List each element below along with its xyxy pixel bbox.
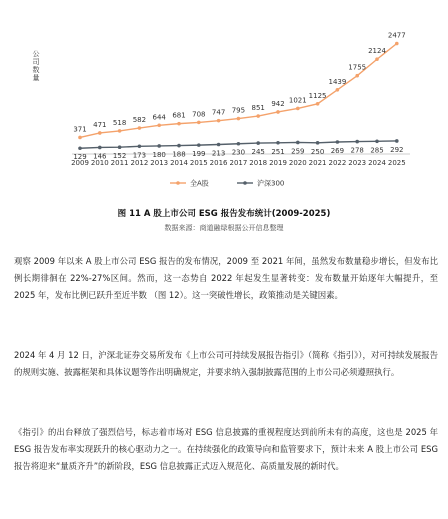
data-label-s1-2017: 795 — [231, 106, 246, 115]
data-label-s2-2023: 278 — [350, 146, 364, 155]
data-label-s2-2019: 251 — [271, 147, 285, 156]
x-tick-2009: 2009 — [71, 159, 89, 167]
data-label-s2-2020: 259 — [291, 147, 305, 156]
data-point-s2-2010 — [98, 146, 102, 150]
data-label-s2-2012: 173 — [132, 151, 147, 160]
data-point-s2-2011 — [118, 145, 122, 149]
series-line-1 — [80, 43, 397, 137]
data-point-s1-2013 — [157, 123, 161, 127]
data-label-s2-2024: 285 — [370, 146, 384, 155]
x-tick-2022: 2022 — [328, 159, 347, 167]
data-label-s2-2018: 245 — [251, 148, 265, 157]
data-point-s1-2023 — [355, 74, 359, 78]
paragraph-1: 观察 2009 年以来 A 股上市公司 ESG 报告的发布情况，2009 至 2021 年间，虽然发布数量稳步增长，但发布比例长期徘徊在 22%-27%区间。然而，这一态势自 2022 年起发生显著转变：发布数量开始逐年大幅提升，至 2025 年，发布比例已跃升至近半数 （图 12）。这一突破性增长，政策推动是关键因素。 — [14, 256, 438, 300]
data-label-s1-2025: 2477 — [387, 31, 406, 40]
x-tick-2019: 2019 — [269, 159, 287, 167]
data-label-s1-2015: 708 — [192, 110, 206, 119]
legend-marker-2 — [243, 181, 247, 185]
data-label-s1-2014: 681 — [172, 111, 186, 120]
data-point-s2-2016 — [217, 143, 221, 147]
data-label-s2-2009: 129 — [73, 153, 87, 162]
data-point-s1-2025 — [395, 42, 399, 46]
legend-label-1: 全A股 — [190, 179, 209, 188]
y-axis-label: 公司数量 — [32, 50, 40, 82]
paragraph-3: 《指引》的出台释放了强烈信号，标志着市场对 ESG 信息披露的重视程度达到前所未有的高度，这也是 2025 年 ESG 报告发布率实现跃升的核心驱动力之一。在持续强化的政策导向和监管要求下，预计未来 A 股上市公司 ESG 报告将迎来“量质齐升”的新阶段，ESG 信息披露正式迈入规范化、高质量发展的新时代。 — [14, 427, 438, 471]
legend-label-2: 沪深300 — [257, 179, 285, 188]
data-label-s2-2021: 250 — [310, 147, 325, 156]
data-point-s1-2010 — [98, 131, 102, 135]
data-label-s2-2015: 199 — [192, 150, 206, 159]
data-label-s1-2019: 942 — [271, 99, 285, 108]
data-label-s1-2023: 1755 — [348, 63, 367, 72]
data-point-s1-2024 — [375, 57, 379, 61]
x-tick-2021: 2021 — [308, 159, 327, 167]
x-tick-2012: 2012 — [130, 159, 149, 167]
data-point-s1-2009 — [78, 136, 82, 140]
data-label-s1-2018: 851 — [251, 104, 265, 113]
data-label-s1-2012: 582 — [132, 116, 147, 125]
x-tick-2013: 2013 — [150, 159, 169, 167]
data-point-s1-2015 — [197, 121, 201, 125]
data-point-s2-2025 — [395, 139, 399, 143]
data-point-s1-2011 — [118, 129, 122, 133]
data-label-s2-2017: 230 — [231, 148, 246, 157]
data-label-s1-2010: 471 — [93, 120, 107, 129]
data-point-s1-2022 — [336, 88, 340, 92]
data-point-s2-2023 — [355, 140, 359, 144]
data-point-s1-2018 — [256, 114, 260, 118]
data-label-s2-2025: 292 — [390, 145, 404, 154]
paragraph-2: 2024 年 4 月 12 日，沪深北证券交易所发布《上市公司可持续发展报告指引》（简称《指引》），对可持续发展报告的规则实施、披露框架和具体议题等作出明确规定，并要求纳入强制披露范围的上市公司必须遵照执行。 — [14, 350, 438, 377]
data-label-s2-2011: 152 — [112, 152, 127, 161]
data-point-s2-2020 — [296, 141, 300, 145]
data-label-s2-2014: 188 — [172, 150, 186, 159]
data-point-s1-2021 — [316, 102, 320, 106]
data-label-s1-2013: 644 — [152, 113, 166, 122]
data-label-s2-2010: 146 — [93, 152, 107, 161]
data-label-s1-2024: 2124 — [368, 47, 386, 56]
data-point-s1-2020 — [296, 107, 300, 111]
data-point-s1-2014 — [177, 122, 181, 126]
data-point-s2-2019 — [276, 141, 280, 145]
data-point-s1-2019 — [276, 110, 280, 114]
data-point-s1-2016 — [217, 119, 221, 123]
data-point-s2-2009 — [78, 146, 82, 150]
data-point-s2-2014 — [177, 144, 181, 148]
data-label-s2-2013: 180 — [152, 150, 166, 159]
data-point-s2-2018 — [256, 141, 260, 145]
x-tick-2024: 2024 — [368, 159, 386, 167]
x-tick-2016: 2016 — [209, 159, 228, 167]
company-count-line-chart — [0, 0, 448, 200]
data-point-s2-2013 — [157, 144, 161, 148]
x-tick-2011: 2011 — [110, 159, 129, 167]
data-point-s1-2012 — [138, 126, 142, 130]
data-point-s1-2017 — [237, 117, 241, 121]
figure-source: 数据来源：商道融绿根据公开信息整理 — [164, 224, 284, 232]
data-label-s2-2016: 213 — [211, 149, 226, 158]
data-label-s1-2016: 747 — [211, 108, 226, 117]
x-tick-2014: 2014 — [170, 159, 188, 167]
x-tick-2015: 2015 — [189, 159, 208, 167]
data-point-s2-2015 — [197, 143, 201, 147]
data-point-s2-2012 — [138, 144, 142, 148]
data-label-s1-2022: 1439 — [328, 77, 347, 86]
data-point-s2-2017 — [237, 142, 241, 146]
x-tick-2017: 2017 — [229, 159, 248, 167]
data-point-s2-2024 — [375, 139, 379, 143]
figure-title: 图 11 A 股上市公司 ESG 报告发布统计(2009-2025) — [117, 209, 331, 219]
data-label-s2-2022: 269 — [330, 146, 345, 155]
data-label-s1-2020: 1021 — [288, 96, 307, 105]
x-tick-2018: 2018 — [249, 159, 268, 167]
data-label-s1-2021: 1125 — [308, 91, 327, 100]
x-tick-2023: 2023 — [348, 159, 367, 167]
data-point-s2-2021 — [316, 141, 320, 145]
legend-marker-1 — [176, 181, 180, 185]
data-label-s1-2011: 518 — [112, 118, 127, 127]
x-tick-2025: 2025 — [387, 159, 406, 167]
data-label-s1-2009: 371 — [73, 125, 87, 134]
x-tick-2020: 2020 — [288, 159, 307, 167]
x-tick-2010: 2010 — [90, 159, 109, 167]
data-point-s2-2022 — [336, 140, 340, 144]
